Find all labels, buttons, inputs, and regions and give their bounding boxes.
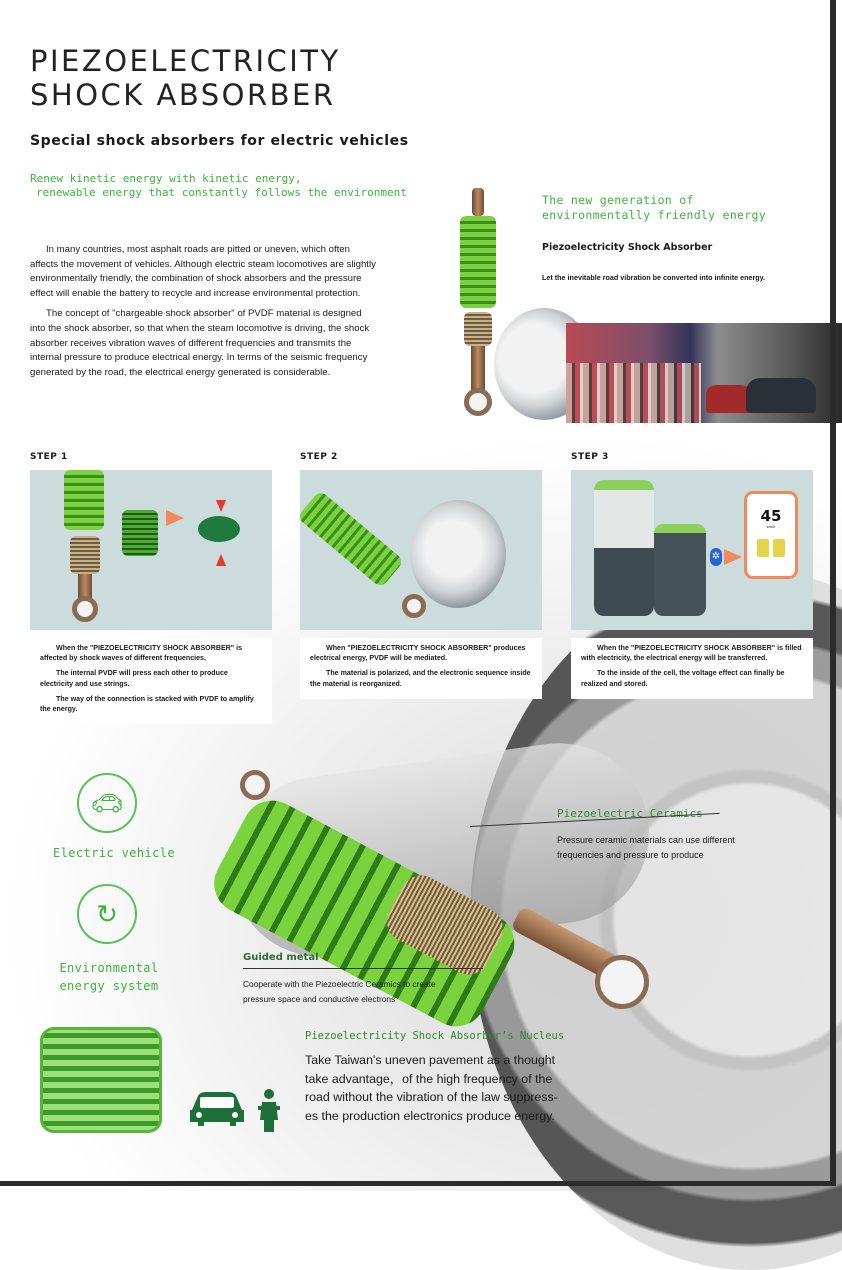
step-3-text	[571, 638, 813, 699]
step-1-text-3: The way of the connection is stacked with PVDF to amplify the energy.	[40, 694, 254, 714]
title-line-2: SHOCK ABSORBER	[30, 78, 336, 112]
ceramics-text-1: Pressure ceramic materials can use different	[557, 835, 735, 845]
step-1-label: STEP 1	[30, 452, 68, 462]
page-title	[30, 44, 341, 112]
title-line-1: PIEZOELECTRICITY	[30, 44, 341, 78]
car-icon	[186, 1088, 248, 1128]
guided-text-1: Cooperate with the Piezoelectric Ceramics to create	[243, 979, 436, 989]
env-label	[55, 959, 163, 995]
intro-paragraph-2: The concept of "chargeable shock absorber" of PVDF material is designed into the shock absorber, so that when the steam locomotive is driving, the shock absorber receives vibration waves of different frequencies and transmits the internal pressure to produce electrical energy. In terms of the seismic frequency generated by the road, the electrical energy generated is considerable.	[30, 308, 370, 378]
step-3-text-1: When the "PIEZOELECTRICITY SHOCK ABSORBER" is filled with electricity, the electrical energy will be transferred.	[581, 644, 802, 663]
env-label-line-1: Environmental	[59, 961, 159, 975]
arrow-icon	[724, 549, 742, 565]
guided-text-2: pressure space and conductive electrons	[243, 994, 396, 1004]
ceramics-text	[557, 833, 735, 863]
intro-text	[30, 243, 378, 386]
step-3-text-2: To the inside of the cell, the voltage effect can finally be realized and stored.	[581, 669, 785, 688]
nucleus-line-1: Take Taiwan's uneven pavement as a thought	[305, 1053, 556, 1067]
renew-line-1: Renew kinetic energy with kinetic energy,	[30, 172, 302, 185]
renew-line-2: renewable energy that constantly follows the environment	[36, 186, 407, 199]
scooter-crowd-photo	[566, 323, 842, 423]
step-1-image	[30, 470, 272, 630]
step-3-label: STEP 3	[571, 452, 609, 462]
nucleus-title: Piezoelectricity Shock Absorber’s Nucleus	[305, 1030, 565, 1042]
ceramics-title: Piezoelectric Ceramics	[557, 807, 703, 820]
scooter-icon	[254, 1088, 284, 1132]
speed-unit: km/h	[766, 524, 776, 529]
step-1-text	[30, 638, 272, 724]
phone-display	[744, 491, 798, 579]
ceramics-text-2: frequencies and pressure to produce	[557, 850, 704, 860]
nucleus-stack-image	[40, 1027, 162, 1133]
step-1-text-1: When the "PIEZOELECTRICITY SHOCK ABSORBER" is affected by shock waves of different frequencies,	[40, 644, 243, 663]
bluetooth-icon: ✲	[710, 548, 722, 566]
nucleus-line-2: take advantage，of the high frequency of the	[305, 1071, 553, 1086]
newgen-line-2: environmentally friendly energy	[542, 208, 766, 222]
step-2-text-2: The material is polarized, and the electronic sequence inside the material is reorganized.	[310, 669, 531, 688]
nucleus-line-4: es the production electronics produce energy.	[305, 1108, 555, 1123]
electric-car-icon: 🚗︎	[77, 773, 137, 833]
guided-leader-line	[243, 968, 483, 969]
step-1-text-2: The internal PVDF will press each other to produce electricity and use strings.	[40, 669, 228, 688]
ev-label: Electric vehicle	[53, 846, 175, 860]
renew-tagline	[30, 172, 450, 200]
battery-large-icon	[594, 480, 654, 616]
guided-metal-text	[243, 977, 493, 1007]
product-description: Let the inevitable road vibration be converted into infinite energy.	[542, 273, 766, 282]
speed-value: 45	[760, 507, 782, 525]
page-subtitle: Special shock absorbers for electric vehicles	[30, 133, 409, 149]
recycle-energy-icon: ↻	[77, 884, 137, 944]
step-2-label: STEP 2	[300, 452, 338, 462]
hero-shock-absorber-image	[458, 188, 498, 420]
battery-small-icon	[654, 524, 706, 616]
step-2-text-1: When "PIEZOELECTRICITY SHOCK ABSORBER" produces electrical energy, PVDF will be mediated.	[310, 644, 526, 663]
nucleus-line-3: road without the vibration of the law suppress-	[305, 1090, 558, 1104]
step-2-image	[300, 470, 542, 630]
newgen-line-1: The new generation of	[542, 193, 694, 207]
guided-metal-title: Guided metal	[243, 952, 319, 963]
newgen-heading	[542, 193, 766, 223]
product-name: Piezoelectricity Shock Absorber	[542, 242, 713, 253]
nucleus-text	[305, 1051, 580, 1125]
step-2-text	[300, 638, 542, 699]
intro-paragraph-1: In many countries, most asphalt roads are pitted or uneven, which often affects the movement of vehicles. Although electric steam locomotives are slightly environmentally friendly, the combination of shock absorbers and the pressure effect will enable the battery to recycle and increase environmental protection.	[30, 244, 376, 299]
env-label-line-2: energy system	[59, 979, 159, 993]
